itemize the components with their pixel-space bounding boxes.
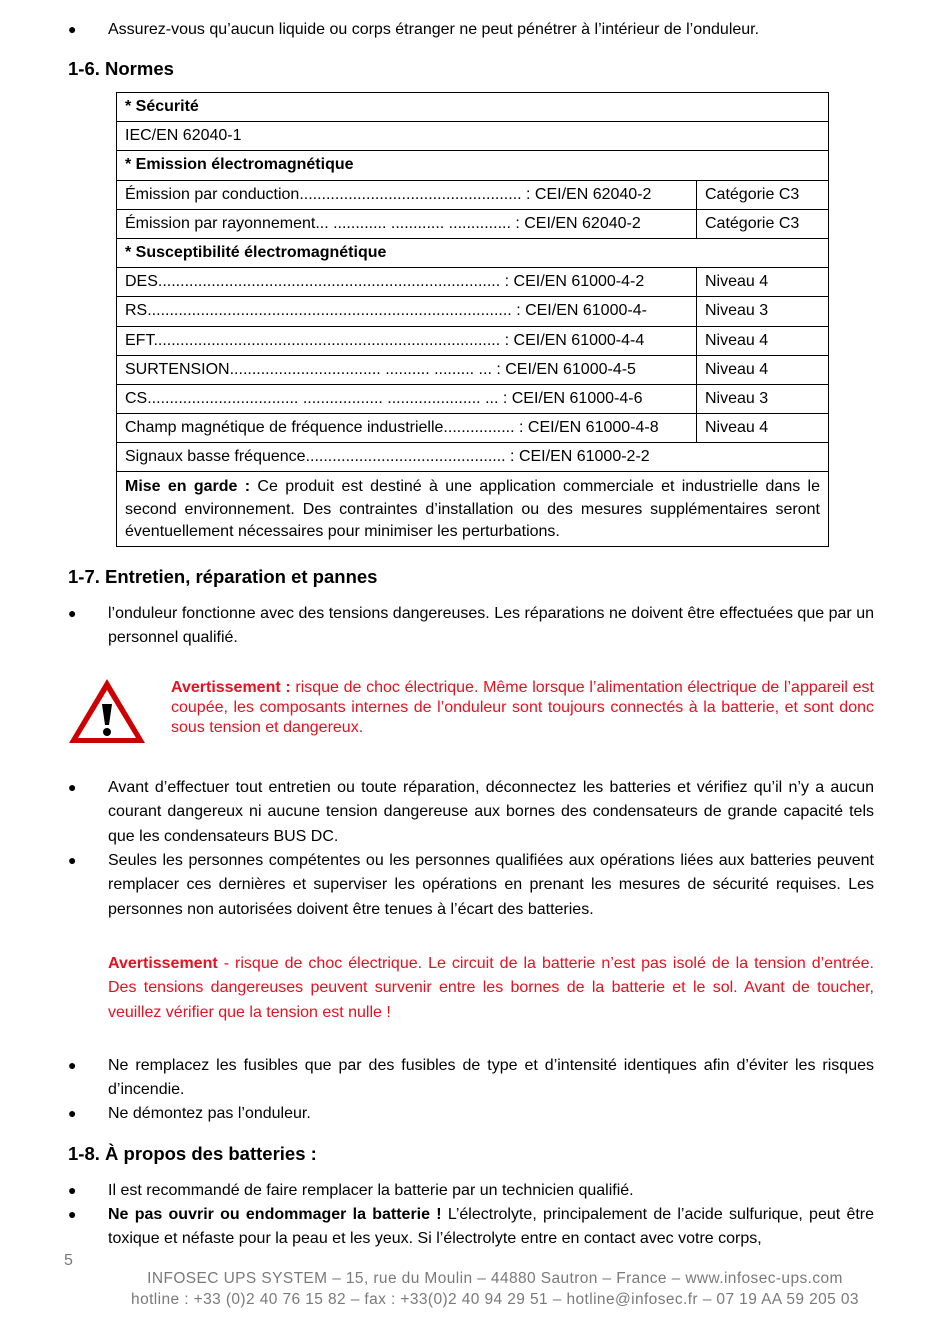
table-row: [117, 93, 829, 122]
securite-norm: IEC/EN 62040-1: [117, 122, 829, 151]
table-row: [117, 151, 829, 180]
bullet-icon: ●: [68, 605, 77, 621]
norm-level: Niveau 4: [697, 414, 829, 443]
section-title-entretien: 1-7. Entretien, réparation et pannes: [68, 566, 378, 587]
section-title-normes: 1-6. Normes: [68, 58, 174, 79]
table-row: [117, 209, 829, 238]
entretien-bullet-4: Ne remplacez les fusibles que par des fusibles de type et d’intensité identiques afin d’éviter les risques d’incendie.: [108, 1057, 874, 1099]
footer-line-2: hotline : +33 (0)2 40 76 15 82 – fax : +33(0)2 40 94 29 51 – hotline@infosec.fr – 07 19 AA 59 205 03: [131, 1291, 859, 1308]
mise-en-garde-text: Ce produit est destiné à une application commerciale et industrielle dans le second environnement. Des contraintes d’installation ou des mesures supplémentaires seront éventuellement nécessaires pour minimiser les perturbations.: [125, 478, 820, 541]
table-row: [117, 355, 829, 384]
norm-label: Signaux basse fréquence............................................. : CEI/EN 61000-2-2: [117, 443, 829, 472]
mise-en-garde-label: Mise en garde :: [125, 478, 251, 496]
norm-level: Catégorie C3: [697, 209, 829, 238]
batteries-bullet-2: [108, 1203, 874, 1252]
alert-2-text: - risque de choc électrique. Le circuit de la batterie n’est pas isolé de la tension d’entrée. Des tensions dangereuses peuvent survenir entre les bornes de la batterie et le sol. Avant de toucher, veuillez vérifier que la tension est nulle !: [108, 955, 874, 1021]
alert-1-label: Avertissement :: [171, 679, 291, 696]
table-row: [117, 238, 829, 267]
norms-table: [116, 92, 829, 547]
norm-label: EFT.............................................................................. : CEI/EN 61000-4-4: [117, 326, 697, 355]
table-row: [117, 297, 829, 326]
bullet-icon: ●: [68, 1182, 77, 1198]
table-row: [117, 326, 829, 355]
warning-triangle-icon: [66, 676, 148, 746]
bullet-icon: ●: [68, 1105, 77, 1121]
table-row: [117, 472, 829, 547]
alert-1-text: risque de choc électrique. Même lorsque l’alimentation électrique de l’appareil est coupée, les composants internes de l’onduleur sont toujours connectés à la batterie, et sont donc sous tension et dangereux.: [171, 679, 874, 736]
page-number: 5: [64, 1252, 73, 1269]
table-row: [117, 384, 829, 413]
entretien-bullet-3: Seules les personnes compétentes ou les personnes qualifiées aux opérations liées aux batteries peuvent remplacer ces dernières et superviser les opérations en prenant les mesures de sécurité requises. Les personnes non autorisées doivent être tenues à l’écart des batteries.: [108, 852, 874, 918]
norm-label: SURTENSION.................................. .......... ......... ... : CEI/EN 61000-4-5: [117, 355, 697, 384]
section-title-batteries: 1-8. À propos des batteries :: [68, 1143, 317, 1164]
batteries-bullet-1: Il est recommandé de faire remplacer la batterie par un technicien qualifié.: [108, 1182, 634, 1199]
table-row: [117, 180, 829, 209]
norm-level: Niveau 4: [697, 355, 829, 384]
bullet-icon: ●: [68, 21, 77, 37]
emission-header: * Emission électromagnétique: [117, 151, 829, 180]
norm-label: Émission par rayonnement... ............ ............ .............. : CEI/EN 62040-2: [117, 209, 697, 238]
alert-1: [171, 678, 874, 738]
alert-2: [108, 952, 874, 1025]
entretien-bullet-2: Avant d’effectuer tout entretien ou toute réparation, déconnectez les batteries et vérifiez qu’il n’y a aucun courant dangereux ni aucune tension dangereuse aux bornes des condensateurs de grande capacité tels que les condensateurs BUS DC.: [108, 779, 874, 845]
norm-level: Niveau 4: [697, 326, 829, 355]
norm-label: Émission par conduction.................................................. : CEI/EN 62040-2: [117, 180, 697, 209]
norm-level: Niveau 3: [697, 384, 829, 413]
norm-level: Niveau 4: [697, 268, 829, 297]
bullet-icon: ●: [68, 779, 77, 795]
table-row: [117, 414, 829, 443]
intro-bullet-text: Assurez-vous qu’aucun liquide ou corps étranger ne peut pénétrer à l’intérieur de l’onduleur.: [108, 21, 760, 38]
table-row: [117, 443, 829, 472]
bullet-icon: ●: [68, 1206, 77, 1222]
norm-label: Champ magnétique de fréquence industrielle................ : CEI/EN 61000-4-8: [117, 414, 697, 443]
norm-level: Catégorie C3: [697, 180, 829, 209]
batteries-bullet-2-text: L’électrolyte, principalement de l’acide sulfurique, peut être toxique et néfaste pour la peau et les yeux. Si l’électrolyte entre en contact avec votre corps,: [108, 1206, 875, 1248]
norm-label: DES............................................................................. : CEI/EN 61000-4-2: [117, 268, 697, 297]
batteries-bullet-2-bold: Ne pas ouvrir ou endommager la batterie !: [108, 1206, 442, 1223]
susceptibilite-header: * Susceptibilité électromagnétique: [117, 238, 829, 267]
entretien-bullet-1: l’onduleur fonctionne avec des tensions dangereuses. Les réparations ne doivent être effectuées que par un personnel qualifié.: [108, 605, 874, 647]
table-row: [117, 122, 829, 151]
bullet-icon: ●: [68, 852, 77, 868]
table-row: [117, 268, 829, 297]
footer-line-1: INFOSEC UPS SYSTEM – 15, rue du Moulin – 44880 Sautron – France – www.infosec-ups.com: [147, 1270, 843, 1287]
alert-2-label: Avertissement: [108, 955, 218, 972]
securite-header: * Sécurité: [117, 93, 829, 122]
entretien-bullet-5: Ne démontez pas l’onduleur.: [108, 1105, 311, 1122]
norm-level: Niveau 3: [697, 297, 829, 326]
mise-en-garde-cell: [117, 472, 829, 547]
norm-label: RS.................................................................................. : CEI/EN 61000-4-: [117, 297, 697, 326]
norm-label: CS.................................. .................. ..................... ... : CEI/EN 61000-4-6: [117, 384, 697, 413]
bullet-icon: ●: [68, 1057, 77, 1073]
